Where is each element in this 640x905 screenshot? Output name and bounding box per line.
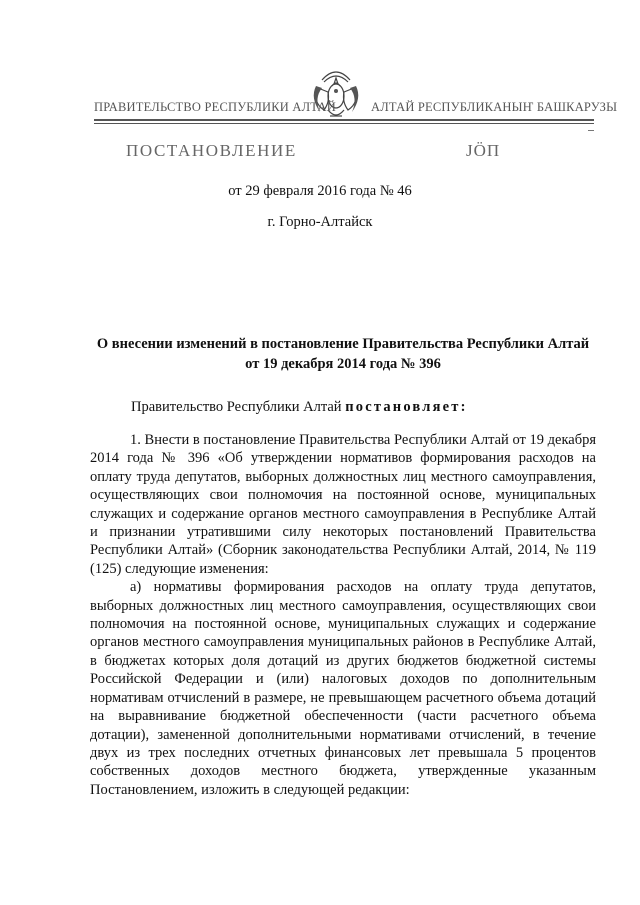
- header-rule-thick: [94, 119, 594, 121]
- preamble-subject: Правительство Республики Алтай: [131, 399, 342, 415]
- document-city: г. Горно-Алтайск: [267, 214, 373, 230]
- preamble-verb: постановляет:: [345, 399, 468, 415]
- header-rule-tick: [588, 130, 594, 131]
- document-title: О внесении изменений в постановление Правительства Республики Алтай от 19 декабря 2014 года № 396: [96, 336, 590, 372]
- doc-type-russian: ПОСТАНОВЛЕНИЕ: [126, 141, 297, 160]
- document-dateline: от 29 февраля 2016 года № 46: [228, 183, 412, 199]
- header-rule-thin: [94, 123, 594, 124]
- paragraph-1: 1. Внести в постановление Правительства Республики Алтай от 19 декабря 2014 года № 396 «Об утверждении нормативов формирования расходов на оплату труда депутатов, выборных должностных лиц местного самоуправления, осуществляющих свои полномочия на постоянной основе, муниципальных служащих и содержание органов местного самоуправления в Республике Алтай и признании утратившими силу некоторых постановлений Правительства Республики Алтай» (Сборник законодательства Республики Алтай, 2014, № 119 (125) следующие изменения:: [90, 432, 596, 577]
- coat-of-arms-icon: [308, 58, 364, 128]
- document-body: [90, 431, 596, 799]
- header-left-org: ПРАВИТЕЛЬСТВО РЕСПУБЛИКИ АЛТАЙ: [94, 100, 336, 114]
- preamble: [131, 399, 468, 416]
- header-right-org: АЛТАЙ РЕСПУБЛИКАНЫҤ БАШКАРУЗЫ: [371, 100, 618, 114]
- doc-type-altai: JÖП: [466, 141, 501, 160]
- paragraph-a: а) нормативы формирования расходов на оплату труда депутатов, выборных должностных лиц местного самоуправления, осуществляющих свои полномочия на постоянной основе, муниципальных служащих и содержание органов местного самоуправления муниципальных районов в Республике Алтай, в бюджетах которых доля дотаций из других бюджетов бюджетной системы Российской Федерации и (или) налоговых доходов по дополнительным нормативам отчислений в размере, не превышающем расчетного объема дотаций на выравнивание бюджетной обеспеченности (части расчетного объема дотации), замененной дополнительными нормативами отчислений, в течение двух из трех последних отчетных финансовых лет превышала 5 процентов собственных доходов местного бюджета, утвержденные указанным Постановлением, изложить в следующей редакции:: [90, 579, 596, 798]
